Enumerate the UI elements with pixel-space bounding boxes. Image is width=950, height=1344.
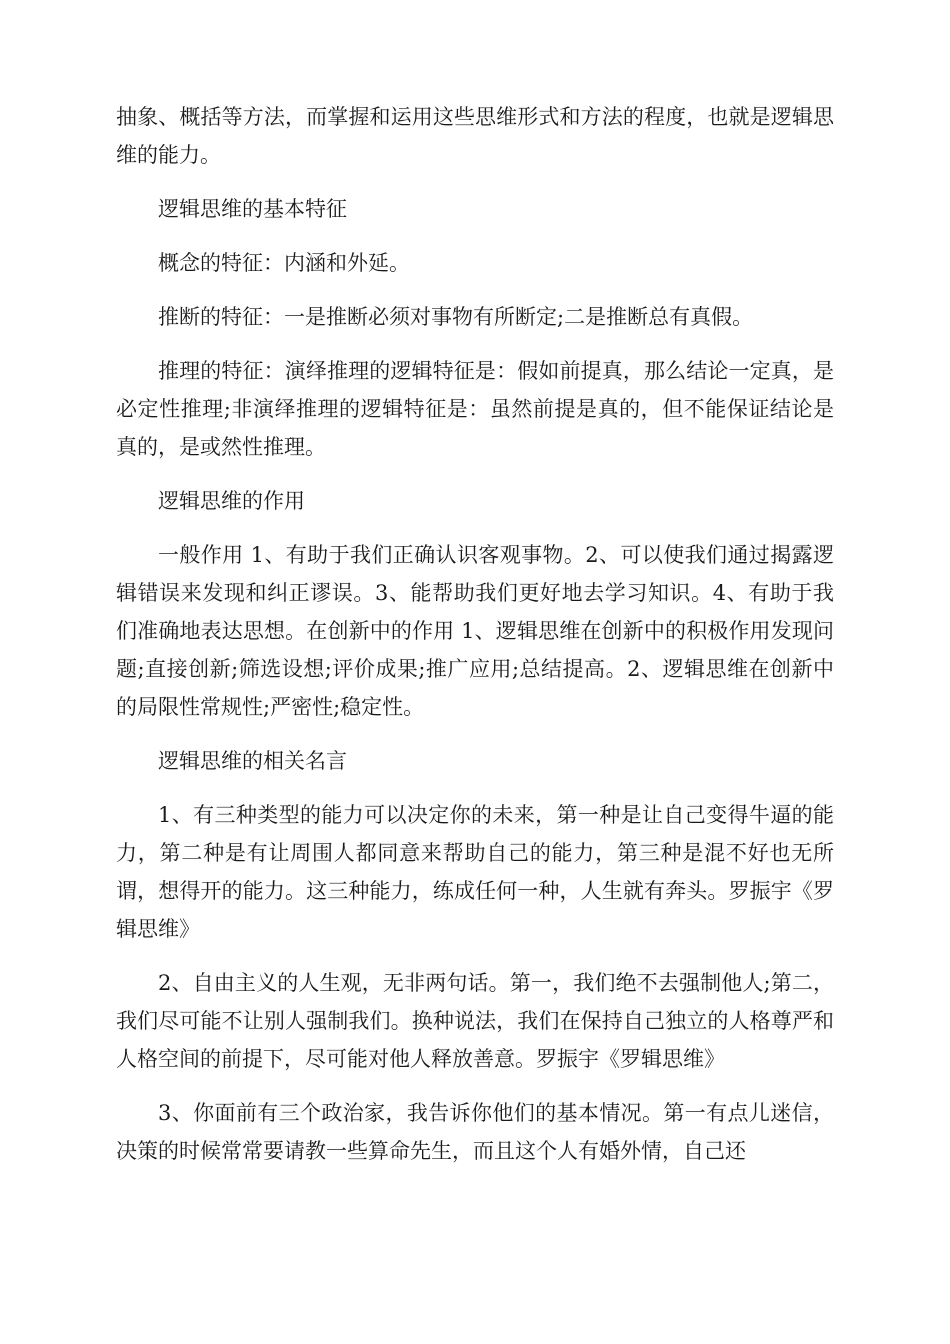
paragraph-judgment-features: 推断的特征：一是推断必须对事物有所断定;二是推断总有真假。 [158, 305, 754, 329]
quote-2: 2、自由主义的人生观，无非两句话。第一，我们绝不去强制他人;第二，我们尽可能不让别人强制我们。换种说法，我们在保持自己独立的人格尊严和人格空间的前提下，尽可能对他人释放善意。罗振宇《罗辑思维》 [116, 971, 834, 1071]
quote-3: 3、你面前有三个政治家，我告诉你他们的基本情况。第一有点儿迷信，决策的时候常常要请教一些算命先生，而且这个人有婚外情，自己还 [116, 1101, 834, 1163]
section-heading-basic-features: 逻辑思维的基本特征 [158, 197, 347, 221]
paragraph-1: 抽象、概括等方法，而掌握和运用这些思维形式和方法的程度，也就是逻辑思维的能力。 [116, 105, 834, 167]
document-page [116, 98, 834, 1186]
paragraph-general-role: 一般作用 1、有助于我们正确认识客观事物。2、可以使我们通过揭露逻辑错误来发现和纠正谬误。3、能帮助我们更好地去学习知识。4、有助于我们准确地表达思想。在创新中的作用 1、逻辑思维在创新中的积极作用发现问题;直接创新;筛选设想;评价成果;推广应用;总结提高。2、逻辑思维在创新中的局限性常规性;严密性;稳定性。 [116, 543, 834, 719]
paragraph-concept-features: 概念的特征：内涵和外延。 [158, 251, 410, 275]
paragraph-reasoning-features: 推理的特征：演绎推理的逻辑特征是：假如前提真，那么结论一定真，是必定性推理;非演绎推理的逻辑特征是：虽然前提是真的，但不能保证结论是真的，是或然性推理。 [116, 359, 834, 459]
section-heading-quotes: 逻辑思维的相关名言 [158, 749, 347, 773]
section-heading-role: 逻辑思维的作用 [158, 489, 305, 513]
quote-1: 1、有三种类型的能力可以决定你的未来，第一种是让自己变得牛逼的能力，第二种是有让周围人都同意来帮助自己的能力，第三种是混不好也无所谓，想得开的能力。这三种能力，练成任何一种，人生就有奔头。罗振宇《罗辑思维》 [116, 803, 834, 941]
